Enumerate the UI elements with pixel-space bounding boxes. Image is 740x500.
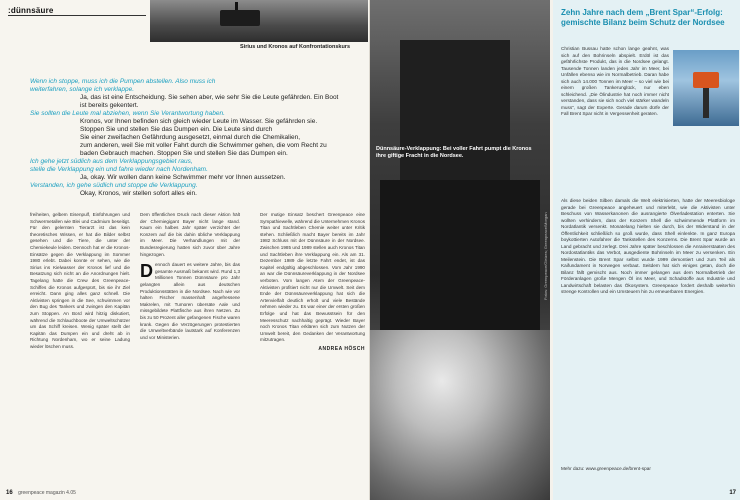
dialog-line-captain: Ich gehe jetzt südlich aus dem Verklappungsgebiet raus, xyxy=(30,158,193,165)
dialog-line-greenpeace: Stoppen Sie und stellen Sie das Dumpen ein. Die Leute sind durch xyxy=(80,126,273,133)
footer-left xyxy=(6,490,76,496)
article-text: Dem öffentlichen Druck nach dieser Aktion hält der Chemiegigant Bayer nicht lange stand. Kaum ein halbes Jahr später verzichtet der Konzern auf die bis dahin übliche Verklappung im Meer. Die Verhandlungen mit der Bundesregierung hatten sich zuvor über Jahre hingezogen. xyxy=(140,212,240,257)
page-number-right: 17 xyxy=(729,490,736,496)
radio-dialog xyxy=(30,78,370,198)
ships-photo-caption: Sirius und Kronos auf Konfrontationskurs xyxy=(240,44,351,50)
dumping-photo-caption: Dünnsäure-Verklappung: Bei voller Fahrt pumpt die Kronos ihre giftige Fracht in die Nordsee. xyxy=(376,146,532,159)
section-label: :dünnsäure xyxy=(8,6,54,15)
sidebar-paragraph: Christian Bussau hatte schon lange geahnt, was sich auf den Bohrinseln abspielt. Erdöl ist das gefährlichste Produkt, das in die Nordsee gelangt. Tausende Tonnen landen jedes Jahr im Meer, bei Unfällen ebenso wie im Normalbetrieb. Daran habe sich auch 14.000 Tonnen im Meer – so viel wie bei einem großen Tankerunglück, nur eben schleichend. „Die Ölindustrie hat noch immer nicht verstanden, dass sie sich noch viel stärker wandeln muss“, sagt der Experte. Gerade darum dürfe der Fall Brent Spar nicht in Vergessenheit geraten. xyxy=(561,46,669,116)
sidebar-text-2 xyxy=(561,198,735,466)
dialog-line-greenpeace: Kronos, vor Ihnen befinden sich gleich wieder Leute im Wasser. Sie gefährden sie. xyxy=(80,118,318,125)
section-rule xyxy=(8,15,146,16)
dialog-line-captain: Wenn ich stoppe, muss ich die Pumpen abstellen. Also muss ich xyxy=(30,78,216,85)
dialog-line-greenpeace: Ja, okay. Wir wollen dann keine Schwimmer mehr vor Ihnen aussetzen. xyxy=(80,174,286,181)
article-column-3 xyxy=(260,212,365,487)
dialog-line-captain: weiterfahren, solange ich verklappe. xyxy=(30,86,135,93)
foaming-water xyxy=(370,330,550,500)
author-name: ANDREA HÖSCH xyxy=(318,345,365,352)
rig-platform xyxy=(693,72,719,88)
ship-silhouette xyxy=(220,10,260,26)
article-column-2 xyxy=(140,212,240,482)
sidebar-link[interactable]: Mehr dazu: www.greenpeace.de/brent-spar xyxy=(561,466,651,471)
dialog-line-greenpeace: baden Gebrauch machen. Stoppen Sie und stellen Sie das Dumpen ein. xyxy=(80,150,288,157)
oil-rig-photo xyxy=(673,50,739,126)
article-text: freiheiten, gelbem Eisenpulf, Einführungen und Schwermetallen wie Blei und Cadmium beseitigt. Für den gelernten Tierarzt ist das kein theoretisches Wissen, er hat die Bilder selbst gesehen und die Tiere, die unter der Chemiekeule leiden. Dennoch hat er die Kronos-Einsätze gegen die Verklappung im Sommer 1980 erlebt. Dabei konnte er sehen, wie die Sirius ins Kielwasser der Kronos lief und die Besatzung sich nicht an die Anordnungen hielt. Tagelang hatte die Crew des Greenpeace-Schiffes die Kronos aufgespürt, bis sie ihr Ziel erreicht. Dann ging alles ganz schnell. Die Aktivisten springen in die See, schwimmen vor den Bug des Tankers und zwingen den Kapitän zum Stoppen. An Bord wird hitzig diskutiert, während die Schlauchboote der Umweltschützer um das Schiff kreisen. Wenig später stellt der Kapitän das Dumpen ein und dreht ab in Richtung Nordenham, wo er seine Ladung wieder löschen muss. xyxy=(30,212,130,349)
rig-leg xyxy=(703,88,709,118)
dialog-line-greenpeace: Okay, Kronos, wir stellen sofort alles ein. xyxy=(80,190,197,197)
page-number: 16 xyxy=(6,490,13,496)
article-text: Der mutige Einsatz beschert Greenpeace eine Sympathiewelle, während die Unternehmen Kronos Titan und Sachtleben Chemie weiter unter Kritik stehen. Schließlich macht Bayer bereits im Jahr 1982 Schluss mit der Dünnsäure in der Nordsee. Zwischen 1985 und 1989 stellen auch Kronos Titan und Sachtleben ihre Verklappung ein. Als am 31. Dezember 1989 die letzte Fahrt endet, ist das Kapitel endgültig abgeschlossen. Vom Jahr 1990 an war die Dünnsäureverklappung in der Nordsee verboten. Vom langen Atem der Greenpeace-Aktivisten profitiert nicht nur die Umwelt. Seit dem Ende der Dünnsäureverklappung hat sich die Artenvielfalt deutlich erholt und viele Bestände nehmen wieder zu. Es war einer der ersten großen Erfolge und hat das Bewusstsein für den Meeresschutz nachhaltig geprägt. Wieder Bayer noch Kronos Titan erklären sich zum Nutzen der Umwelt bereit, den Gedanken der Verantwortung mitzutragen. xyxy=(260,212,365,343)
dialog-line-captain: stelle die Verklappung ein und fahre wieder nach Nordenham. xyxy=(30,166,208,173)
sidebar-title: Zehn Jahre nach dem „Brent Spar“-Erfolg: gemischte Bilanz beim Schutz der Nordsee xyxy=(561,8,725,27)
sidebar-box xyxy=(553,0,740,500)
dialog-line-greenpeace: zum anderen, weil Sie mit voller Fahrt durch die Schwimmer gehen, die vom Recht zu xyxy=(80,142,327,149)
photo-credit: Fotos: Greenpeace/Gleizes; Greenpeace/Morgan xyxy=(543,212,548,300)
sidebar-text-1 xyxy=(561,46,669,196)
dialog-line-greenpeace: Ja, das ist eine Entscheidung. Sie sehen aber, wie sehr Sie die Leute gefährden. Ein Boot xyxy=(80,94,339,101)
drop-cap: D xyxy=(140,261,153,282)
dialog-line-captain: Sie sollten die Leute mal abziehen, wenn Sie Verantwortung haben. xyxy=(30,110,225,117)
article-column-1 xyxy=(30,212,130,482)
article-text: ennoch dauert es weitere Jahre, bis das gesamte Ausmaß bekannt wird. Rund 1,3 Millionen Tonnen Dünnsäure pro Jahr gelangten allein aus deutschen Produktionsstätten in die Nordsee. Nach wie vor halten Fischer massenhaft angefressene Makrelen, mit Tumoren übersäte Aale und missgebildete Plattfische aus ihren Netzen. Zu bis zu 50 Prozent aller gefangenen Fische waren krank. Gegen die Verzögerungen protestierten die Umweltverbände lautstark auf Konferenzen und vor Ministerien. xyxy=(140,262,240,340)
sidebar-paragraph: Als diese beiden Silben damals die Welt elektrisierten, hatte der Meeresbiologe gerade bei Greenpeace angeheuert und miterlebt, wie die Aktivisten unter Beschuss von Wasserkanonen die ausrangierte Ölverladestation enterten. Sie wollten verhindern, dass der Konzern Shell die schwimmende Plattform im Nordatlantik versenkt. Monatelang hielten sie durch, bis der Widerstand in der Öffentlichkeit schließlich so groß wurde, dass Shell einlenkte. In ganz Europa boykottierten Autofahrer die Tankstellen des Konzerns. Die Brent Spar wurde an Land gebracht und zerlegt. Drei Jahre später beschlossen die Anrainerstaaten des Nordostatlantiks das Verbot, ausgediente Bohrinseln im Meer zu versenken. Ein Meilenstein. Die Brent Spar selbst wurde 1999 demontiert und zum Teil als Kaifundament in Norwegen verbaut. Seitdem hat sich einiges getan, doch die Bilanz fällt gemischt aus. Noch immer gelangen aus dem Normalbetrieb der Förderanlagen große Mengen Öl ins Meer, und Schadstoffe aus Industrie und Landwirtschaft belasten das Ökosystem. Greenpeace fordert deshalb weiterhin strenge Kontrollen und ein Umsteuern hin zu erneuerbaren Energien. xyxy=(561,198,735,294)
ship-hull xyxy=(380,180,540,330)
ships-photo xyxy=(150,0,368,42)
dumping-photo xyxy=(370,0,550,500)
right-page xyxy=(370,0,740,500)
article-paragraph xyxy=(140,262,240,341)
dialog-line-greenpeace: ist bereits gekentert. xyxy=(80,102,139,109)
dialog-line-greenpeace: Sie einer zweifachen Gefährdung ausgesetzt, einmal durch die Chemikalien, xyxy=(80,134,301,141)
dialog-line-captain: Verstanden, ich gehe südlich und stoppe die Verklappung. xyxy=(30,182,198,189)
magazine-name: greenpeace magazin 4.05 xyxy=(18,490,76,496)
